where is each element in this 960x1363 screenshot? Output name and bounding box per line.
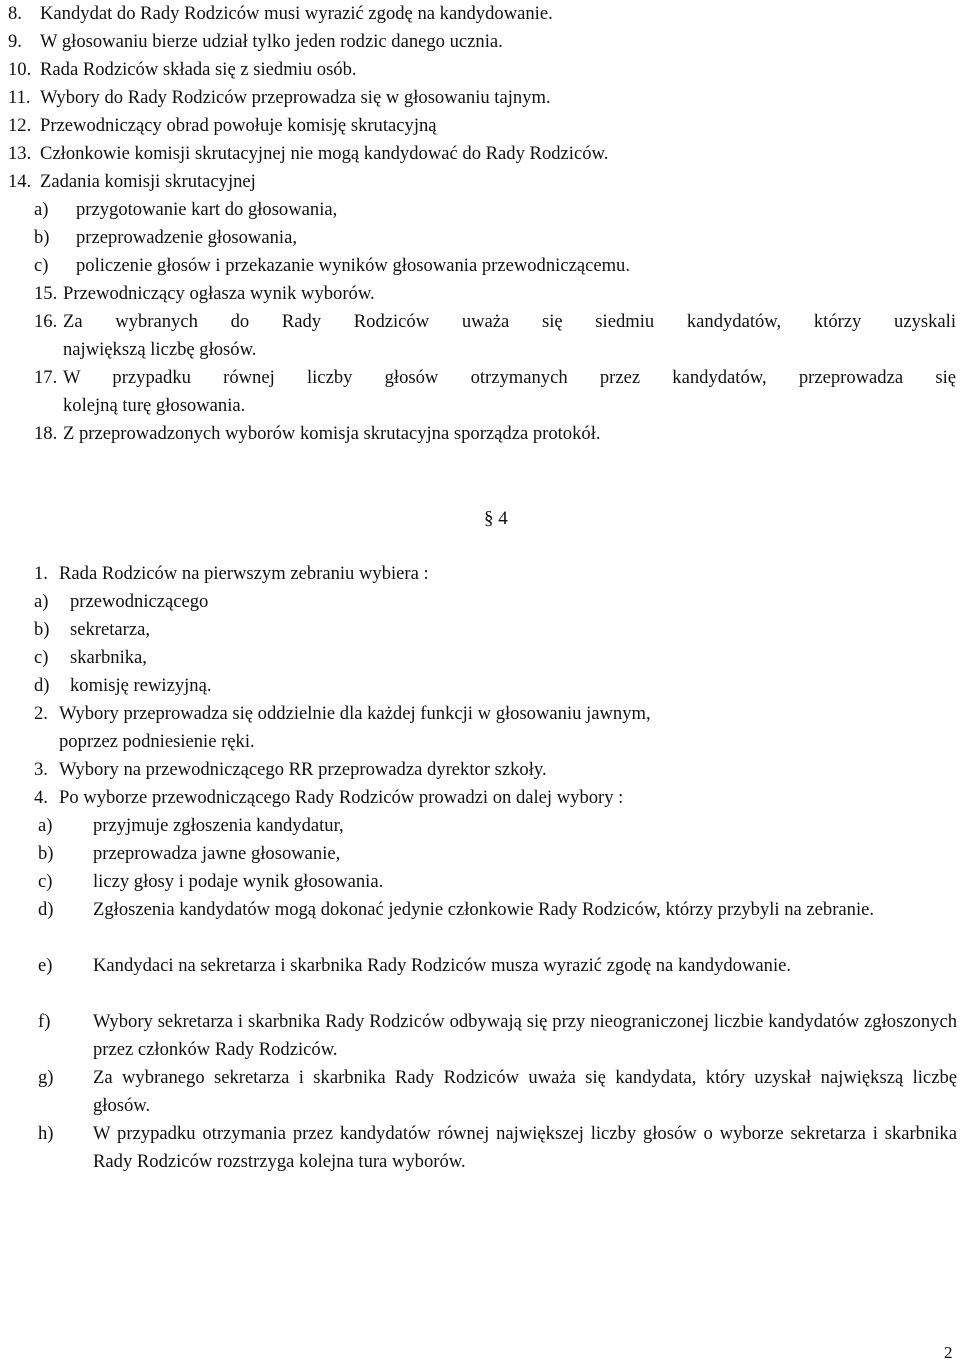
sub-item-letter: d) xyxy=(38,899,54,920)
sub-item-letter: b) xyxy=(34,227,50,248)
item-number: 3. xyxy=(34,759,48,780)
sub-item-letter: f) xyxy=(38,1011,51,1032)
sub-item-letter: b) xyxy=(38,843,54,864)
sub-item-text: przeprowadza jawne głosowanie, xyxy=(93,843,341,864)
item-number: 8. xyxy=(8,3,22,24)
sub-item-letter: c) xyxy=(34,647,49,668)
item-text: Zadania komisji skrutacyjnej xyxy=(40,171,256,192)
item-number: 18. xyxy=(34,423,58,444)
item-text-line: poprzez podniesienie ręki. xyxy=(59,731,255,752)
item-number: 17. xyxy=(34,367,58,388)
item-text: Członkowie komisji skrutacyjnej nie mogą kandydować do Rady Rodziców. xyxy=(40,143,609,164)
item-text-line: największą liczbę głosów. xyxy=(63,339,257,360)
sub-item-text: przyjmuje zgłoszenia kandydatur, xyxy=(93,815,344,836)
sub-item-text: przewodniczącego xyxy=(70,591,209,612)
sub-item-letter: h) xyxy=(38,1123,54,1144)
item-text-line: Wybory przeprowadza się oddzielnie dla każdej funkcji w głosowaniu jawnym, xyxy=(59,703,651,724)
item-text: Z przeprowadzonych wyborów komisja skrutacyjna sporządza protokół. xyxy=(63,423,601,444)
sub-item-letter: b) xyxy=(34,619,50,640)
item-text: Wybory na przewodniczącego RR przeprowadza dyrektor szkoły. xyxy=(59,759,547,780)
item-number: 13. xyxy=(8,143,32,164)
item-text: Wybory do Rady Rodziców przeprowadza się w głosowaniu tajnym. xyxy=(40,87,551,108)
sub-item-letter: e) xyxy=(38,955,53,976)
sub-item-letter: a) xyxy=(34,199,49,220)
section-heading: § 4 xyxy=(484,508,508,529)
sub-item-text: przeprowadzenie głosowania, xyxy=(76,227,297,248)
item-number: 15. xyxy=(34,283,58,304)
item-number: 16. xyxy=(34,311,58,332)
item-number: 10. xyxy=(8,59,32,80)
item-text: Kandydat do Rady Rodziców musi wyrazić zgodę na kandydowanie. xyxy=(40,3,553,24)
item-text: Po wyborze przewodniczącego Rady Rodziców prowadzi on dalej wybory : xyxy=(59,787,624,808)
sub-item-letter: d) xyxy=(34,675,50,696)
sub-item-text: liczy głosy i podaje wynik głosowania. xyxy=(93,871,384,892)
sub-item-text: Za wybranego sekretarza i skarbnika Rady Rodziców uważa się kandydata, który uzyskał największą liczbę głosów. xyxy=(93,1067,957,1116)
sub-item-letter: g) xyxy=(38,1067,54,1088)
item-text: Rada Rodziców na pierwszym zebraniu wybiera : xyxy=(59,563,429,584)
item-number: 12. xyxy=(8,115,32,136)
item-number: 4. xyxy=(34,787,48,808)
sub-item-text: W przypadku otrzymania przez kandydatów równej największej liczby głosów o wyborze sekretarza i skarbnika Rady Rodziców rozstrzyga kolejna tura wyborów. xyxy=(93,1123,957,1172)
sub-item-text: przygotowanie kart do głosowania, xyxy=(76,199,338,220)
item-text-line: kolejną turę głosowania. xyxy=(63,395,246,416)
item-number: 11. xyxy=(8,87,31,108)
sub-item-text: Wybory sekretarza i skarbnika Rady Rodziców odbywają się przy nieograniczonej liczbie kandydatów zgłoszonych przez członków Rady Rodziców. xyxy=(93,1011,957,1060)
sub-item-text: Zgłoszenia kandydatów mogą dokonać jedynie członkowie Rady Rodziców, którzy przybyli na zebranie. xyxy=(93,899,875,920)
sub-item-letter: a) xyxy=(38,815,53,836)
item-text-line: W przypadku równej liczby głosów otrzymanych przez kandydatów, przeprowadza się xyxy=(63,367,956,388)
sub-item-letter: c) xyxy=(34,255,49,276)
item-number: 14. xyxy=(8,171,32,192)
item-text: Przewodniczący ogłasza wynik wyborów. xyxy=(63,283,375,304)
item-number: 2. xyxy=(34,703,48,724)
page-number: 2 xyxy=(944,1343,953,1362)
sub-item-text: policzenie głosów i przekazanie wyników głosowania przewodniczącemu. xyxy=(76,255,630,276)
item-number: 9. xyxy=(8,31,22,52)
item-number: 1. xyxy=(34,563,48,584)
sub-item-letter: c) xyxy=(38,871,53,892)
sub-item-text: skarbnika, xyxy=(70,647,147,668)
item-text: W głosowaniu bierze udział tylko jeden rodzic danego ucznia. xyxy=(40,31,503,52)
sub-item-text: komisję rewizyjną. xyxy=(70,675,212,696)
sub-item-text: Kandydaci na sekretarza i skarbnika Rady Rodziców musza wyrazić zgodę na kandydowanie. xyxy=(93,955,792,976)
sub-item-letter: a) xyxy=(34,591,49,612)
sub-item-text: sekretarza, xyxy=(70,619,150,640)
item-text: Rada Rodziców składa się z siedmiu osób. xyxy=(40,59,357,80)
item-text-line: Za wybranych do Rady Rodziców uważa się siedmiu kandydatów, którzy uzyskali xyxy=(63,311,956,332)
item-text: Przewodniczący obrad powołuje komisję skrutacyjną xyxy=(40,115,437,136)
